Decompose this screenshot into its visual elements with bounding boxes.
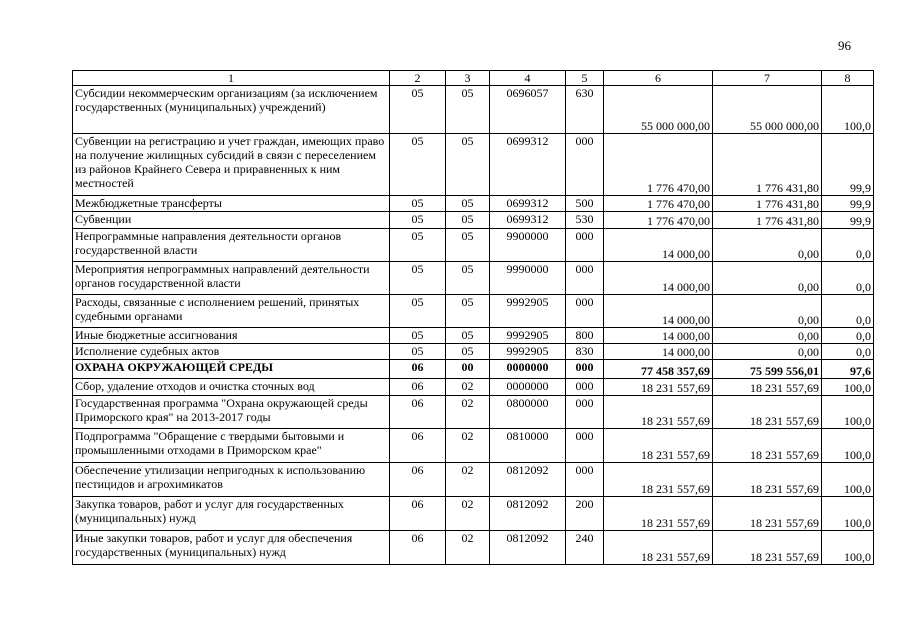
execution-percent: 0,0 bbox=[822, 328, 874, 344]
expense-type-code: 830 bbox=[566, 344, 604, 360]
executed-amount: 18 231 557,69 bbox=[713, 463, 822, 497]
subsection-code: 02 bbox=[446, 497, 490, 531]
section-code: 06 bbox=[390, 531, 446, 565]
table-row bbox=[73, 396, 874, 429]
subsection-code: 00 bbox=[446, 360, 490, 379]
row-label: Иные бюджетные ассигнования bbox=[73, 328, 390, 344]
table-row bbox=[73, 86, 874, 134]
section-code: 05 bbox=[390, 86, 446, 134]
execution-percent: 0,0 bbox=[822, 344, 874, 360]
subsection-code: 05 bbox=[446, 196, 490, 212]
subsection-code: 05 bbox=[446, 86, 490, 134]
target-article-code: 9900000 bbox=[490, 229, 566, 262]
row-label: Обеспечение утилизации непригодных к использованию пестицидов и агрохимикатов bbox=[73, 463, 390, 497]
executed-amount: 1 776 431,80 bbox=[713, 212, 822, 229]
section-code: 06 bbox=[390, 360, 446, 379]
planned-amount: 18 231 557,69 bbox=[604, 531, 713, 565]
section-code: 06 bbox=[390, 497, 446, 531]
execution-percent: 0,0 bbox=[822, 262, 874, 295]
execution-percent: 99,9 bbox=[822, 196, 874, 212]
subsection-code: 02 bbox=[446, 463, 490, 497]
row-label: Межбюджетные трансферты bbox=[73, 196, 390, 212]
executed-amount: 0,00 bbox=[713, 262, 822, 295]
target-article-code: 9990000 bbox=[490, 262, 566, 295]
column-header: 1 bbox=[73, 71, 390, 86]
executed-amount: 0,00 bbox=[713, 295, 822, 328]
section-code: 06 bbox=[390, 463, 446, 497]
subsection-code: 05 bbox=[446, 212, 490, 229]
target-article-code: 0812092 bbox=[490, 497, 566, 531]
execution-percent: 100,0 bbox=[822, 396, 874, 429]
subsection-code: 05 bbox=[446, 134, 490, 196]
subsection-code: 02 bbox=[446, 429, 490, 463]
expense-type-code: 000 bbox=[566, 379, 604, 396]
row-label: ОХРАНА ОКРУЖАЮЩЕЙ СРЕДЫ bbox=[73, 360, 390, 379]
table-row bbox=[73, 379, 874, 396]
planned-amount: 1 776 470,00 bbox=[604, 134, 713, 196]
section-code: 05 bbox=[390, 328, 446, 344]
executed-amount: 0,00 bbox=[713, 344, 822, 360]
table-row bbox=[73, 212, 874, 229]
target-article-code: 0000000 bbox=[490, 379, 566, 396]
planned-amount: 55 000 000,00 bbox=[604, 86, 713, 134]
expense-type-code: 000 bbox=[566, 429, 604, 463]
row-label: Мероприятия непрограммных направлений деятельности органов государственной власти bbox=[73, 262, 390, 295]
expense-type-code: 000 bbox=[566, 134, 604, 196]
planned-amount: 18 231 557,69 bbox=[604, 463, 713, 497]
planned-amount: 14 000,00 bbox=[604, 229, 713, 262]
executed-amount: 18 231 557,69 bbox=[713, 429, 822, 463]
section-code: 05 bbox=[390, 196, 446, 212]
target-article-code: 0696057 bbox=[490, 86, 566, 134]
table-row bbox=[73, 531, 874, 565]
row-label: Субвенции на регистрацию и учет граждан, имеющих право на получение жилищных субсидий в связи с переселением из районов Крайнего Севера и приравненных к ним местностей bbox=[73, 134, 390, 196]
table-row bbox=[73, 497, 874, 531]
column-header: 8 bbox=[822, 71, 874, 86]
section-code: 05 bbox=[390, 212, 446, 229]
planned-amount: 18 231 557,69 bbox=[604, 497, 713, 531]
expense-type-code: 000 bbox=[566, 396, 604, 429]
target-article-code: 9992905 bbox=[490, 328, 566, 344]
target-article-code: 0812092 bbox=[490, 463, 566, 497]
planned-amount: 14 000,00 bbox=[604, 295, 713, 328]
section-code: 06 bbox=[390, 379, 446, 396]
expense-type-code: 000 bbox=[566, 463, 604, 497]
row-label: Государственная программа "Охрана окружающей среды Приморского края" на 2013-2017 годы bbox=[73, 396, 390, 429]
budget-table bbox=[72, 70, 874, 565]
planned-amount: 18 231 557,69 bbox=[604, 379, 713, 396]
execution-percent: 99,9 bbox=[822, 134, 874, 196]
executed-amount: 18 231 557,69 bbox=[713, 531, 822, 565]
executed-amount: 1 776 431,80 bbox=[713, 134, 822, 196]
executed-amount: 75 599 556,01 bbox=[713, 360, 822, 379]
target-article-code: 0810000 bbox=[490, 429, 566, 463]
column-header: 4 bbox=[490, 71, 566, 86]
target-article-code: 0800000 bbox=[490, 396, 566, 429]
target-article-code: 0699312 bbox=[490, 196, 566, 212]
row-label: Субсидии некоммерческим организациям (за исключением государственных (муниципальных) учреждений) bbox=[73, 86, 390, 134]
execution-percent: 100,0 bbox=[822, 497, 874, 531]
table-row bbox=[73, 360, 874, 379]
table-row bbox=[73, 429, 874, 463]
expense-type-code: 000 bbox=[566, 295, 604, 328]
expense-type-code: 000 bbox=[566, 229, 604, 262]
row-label: Иные закупки товаров, работ и услуг для обеспечения государственных (муниципальных) нужд bbox=[73, 531, 390, 565]
planned-amount: 14 000,00 bbox=[604, 344, 713, 360]
target-article-code: 0699312 bbox=[490, 134, 566, 196]
table-row bbox=[73, 463, 874, 497]
planned-amount: 14 000,00 bbox=[604, 328, 713, 344]
planned-amount: 14 000,00 bbox=[604, 262, 713, 295]
executed-amount: 1 776 431,80 bbox=[713, 196, 822, 212]
expense-type-code: 800 bbox=[566, 328, 604, 344]
planned-amount: 77 458 357,69 bbox=[604, 360, 713, 379]
column-header: 3 bbox=[446, 71, 490, 86]
row-label: Сбор, удаление отходов и очистка сточных вод bbox=[73, 379, 390, 396]
section-code: 05 bbox=[390, 262, 446, 295]
subsection-code: 05 bbox=[446, 229, 490, 262]
table-row bbox=[73, 295, 874, 328]
expense-type-code: 530 bbox=[566, 212, 604, 229]
section-code: 05 bbox=[390, 344, 446, 360]
execution-percent: 100,0 bbox=[822, 463, 874, 497]
page-number: 96 bbox=[838, 38, 851, 53]
planned-amount: 1 776 470,00 bbox=[604, 196, 713, 212]
target-article-code: 0812092 bbox=[490, 531, 566, 565]
table-body bbox=[73, 86, 874, 565]
execution-percent: 100,0 bbox=[822, 429, 874, 463]
section-code: 05 bbox=[390, 134, 446, 196]
table-row bbox=[73, 229, 874, 262]
executed-amount: 55 000 000,00 bbox=[713, 86, 822, 134]
row-label: Расходы, связанные с исполнением решений, принятых судебными органами bbox=[73, 295, 390, 328]
table-row bbox=[73, 196, 874, 212]
expense-type-code: 240 bbox=[566, 531, 604, 565]
execution-percent: 0,0 bbox=[822, 295, 874, 328]
subsection-code: 02 bbox=[446, 531, 490, 565]
execution-percent: 97,6 bbox=[822, 360, 874, 379]
column-header: 2 bbox=[390, 71, 446, 86]
target-article-code: 0699312 bbox=[490, 212, 566, 229]
row-label: Исполнение судебных актов bbox=[73, 344, 390, 360]
execution-percent: 100,0 bbox=[822, 86, 874, 134]
execution-percent: 0,0 bbox=[822, 229, 874, 262]
expense-type-code: 000 bbox=[566, 360, 604, 379]
section-code: 05 bbox=[390, 229, 446, 262]
expense-type-code: 200 bbox=[566, 497, 604, 531]
expense-type-code: 630 bbox=[566, 86, 604, 134]
target-article-code: 9992905 bbox=[490, 344, 566, 360]
target-article-code: 9992905 bbox=[490, 295, 566, 328]
execution-percent: 100,0 bbox=[822, 379, 874, 396]
row-label: Подпрограмма "Обращение с твердыми бытовыми и промышленными отходами в Приморском крае" bbox=[73, 429, 390, 463]
execution-percent: 99,9 bbox=[822, 212, 874, 229]
subsection-code: 05 bbox=[446, 262, 490, 295]
table-row bbox=[73, 134, 874, 196]
section-code: 06 bbox=[390, 396, 446, 429]
planned-amount: 18 231 557,69 bbox=[604, 396, 713, 429]
executed-amount: 0,00 bbox=[713, 328, 822, 344]
planned-amount: 1 776 470,00 bbox=[604, 212, 713, 229]
table-row bbox=[73, 262, 874, 295]
subsection-code: 02 bbox=[446, 379, 490, 396]
expense-type-code: 500 bbox=[566, 196, 604, 212]
subsection-code: 02 bbox=[446, 396, 490, 429]
target-article-code: 0000000 bbox=[490, 360, 566, 379]
row-label: Закупка товаров, работ и услуг для государственных (муниципальных) нужд bbox=[73, 497, 390, 531]
section-code: 05 bbox=[390, 295, 446, 328]
section-code: 06 bbox=[390, 429, 446, 463]
expense-type-code: 000 bbox=[566, 262, 604, 295]
row-label: Непрограммные направления деятельности органов государственной власти bbox=[73, 229, 390, 262]
planned-amount: 18 231 557,69 bbox=[604, 429, 713, 463]
subsection-code: 05 bbox=[446, 328, 490, 344]
table-row bbox=[73, 344, 874, 360]
table-row bbox=[73, 328, 874, 344]
column-header: 6 bbox=[604, 71, 713, 86]
column-header: 7 bbox=[713, 71, 822, 86]
column-header: 5 bbox=[566, 71, 604, 86]
subsection-code: 05 bbox=[446, 295, 490, 328]
subsection-code: 05 bbox=[446, 344, 490, 360]
executed-amount: 18 231 557,69 bbox=[713, 379, 822, 396]
executed-amount: 18 231 557,69 bbox=[713, 396, 822, 429]
execution-percent: 100,0 bbox=[822, 531, 874, 565]
executed-amount: 0,00 bbox=[713, 229, 822, 262]
executed-amount: 18 231 557,69 bbox=[713, 497, 822, 531]
row-label: Субвенции bbox=[73, 212, 390, 229]
table-header-row bbox=[73, 71, 874, 86]
